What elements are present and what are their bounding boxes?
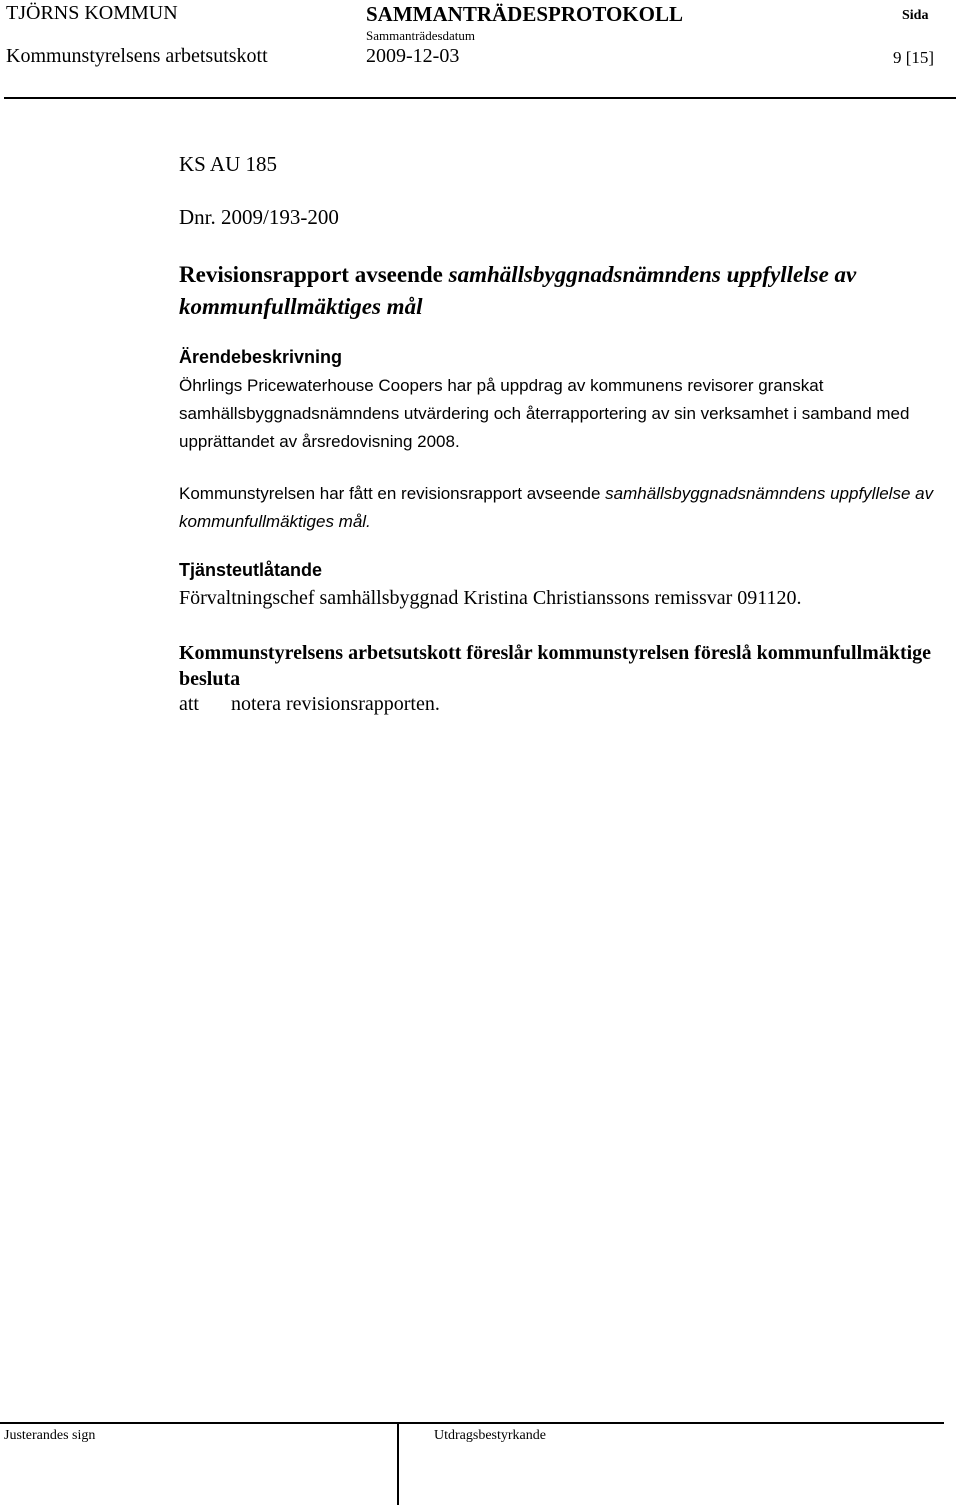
att-word: att	[179, 693, 199, 715]
ks-statement	[179, 480, 959, 536]
case-number: KS AU 185	[179, 152, 278, 176]
page-number: 9 [15]	[893, 48, 935, 67]
description-heading: Ärendebeskrivning	[179, 347, 343, 367]
municipality-name: TJÖRNS KOMMUN	[6, 2, 178, 24]
footer-column-divider	[397, 1423, 399, 1505]
proposal-heading: Kommunstyrelsens arbetsutskott föreslår kommunstyrelsen föreslå kommunfullmäktige besluta	[179, 642, 932, 690]
case-title	[179, 259, 939, 323]
extract-certification-label: Utdragsbestyrkande	[434, 1428, 546, 1443]
committee-name: Kommunstyrelsens arbetsutskott	[6, 45, 268, 67]
decision-line	[179, 693, 959, 716]
page-label: Sida	[902, 8, 929, 23]
footer-divider	[0, 1422, 944, 1424]
case-title-italic: samhällsbyggnadsnämndens uppfyllelse av kommunfullmäktiges mål	[179, 262, 857, 319]
meeting-date: 2009-12-03	[366, 45, 460, 67]
case-title-plain: Revisionsrapport avseende	[179, 262, 449, 287]
ks-statement-italic: samhällsbyggnadsnämndens uppfyllelse av kommunfullmäktiges mål.	[179, 484, 934, 531]
statement-heading: Tjänsteutlåtande	[179, 560, 323, 580]
case-dnr: Dnr. 2009/193-200	[179, 205, 339, 229]
meeting-date-label: Sammanträdesdatum	[366, 28, 476, 43]
header-divider	[4, 97, 956, 99]
protocol-title: SAMMANTRÄDESPROTOKOLL	[366, 2, 683, 26]
statement-text: Förvaltningschef samhällsbyggnad Kristina Christianssons remissvar 091120.	[179, 587, 802, 609]
description-text: Öhrlings Pricewaterhouse Coopers har på uppdrag av kommunens revisorer granskat samhällsbyggnadsnämndens utvärdering och återrapportering av sin verksamhet i samband med upprättandet av årsredovisning 2008.	[179, 376, 910, 451]
signature-label: Justerandes sign	[4, 1428, 96, 1443]
decision-text: notera revisionsrapporten.	[231, 693, 440, 715]
ks-statement-plain: Kommunstyrelsen har fått en revisionsrapport avseende	[179, 484, 606, 503]
